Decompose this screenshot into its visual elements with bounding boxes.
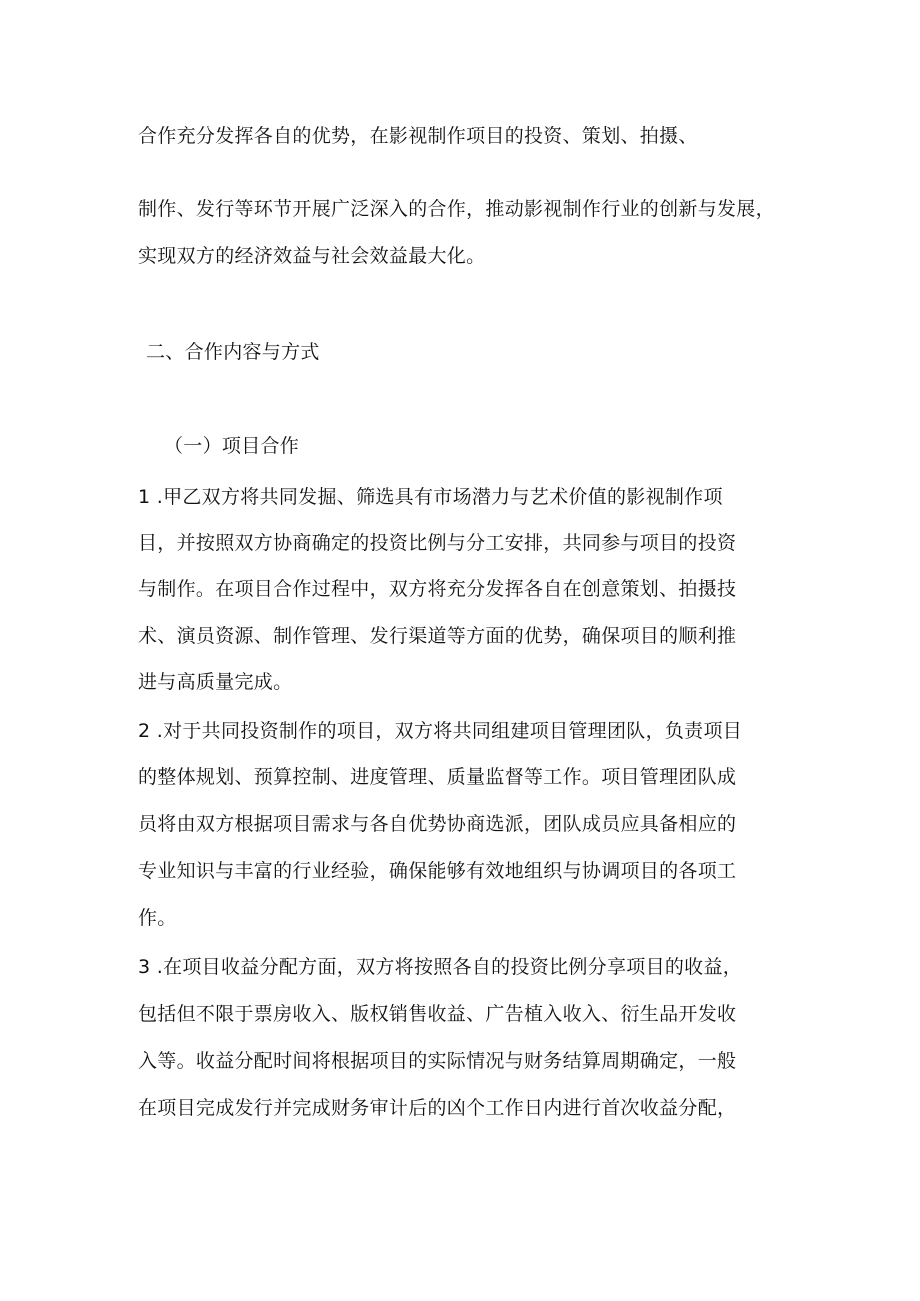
item-1-line-4: 术、演员资源、制作管理、发行渠道等方面的优势，确保项目的顺利推 xyxy=(138,625,737,647)
section-heading: 二、合作内容与方式 xyxy=(146,341,320,363)
item-2-line-2: 的整体规划、预算控制、进度管理、质量监督等工作。项目管理团队成 xyxy=(138,766,737,788)
item-2-line-5: 作。 xyxy=(138,907,177,929)
intro-line-2: 制作、发行等环节开展广泛深入的合作，推动影视制作行业的创新与发展， xyxy=(138,198,775,220)
item-3-line-2: 包括但不限于票房收入、版权销售收益、广告植入收入、衍生品开发收 xyxy=(138,1003,737,1025)
item-3-line-3: 入等。收益分配时间将根据项目的实际情况与财务结算周期确定，一般 xyxy=(138,1050,737,1072)
item-2-line-4: 专业知识与丰富的行业经验，确保能够有效地组织与协调项目的各项工 xyxy=(138,860,737,882)
subsection-heading: （一）项目合作 xyxy=(164,435,300,457)
item-1-line-2: 目，并按照双方协商确定的投资比例与分工安排，共同参与项目的投资 xyxy=(138,532,737,554)
intro-line-1: 合作充分发挥各自的优势，在影视制作项目的投资、策划、拍摄、 xyxy=(138,125,698,147)
item-2-line-1: 2 .对于共同投资制作的项目，双方将共同组建项目管理团队，负责项目 xyxy=(138,720,743,742)
item-2-line-3: 员将由双方根据项目需求与各自优势协商选派，团队成员应具备相应的 xyxy=(138,813,737,835)
item-1-line-3: 与制作。在项目合作过程中，双方将充分发挥各自在创意策划、拍摄技 xyxy=(138,578,737,600)
item-3-line-1: 3 .在项目收益分配方面，双方将按照各自的投资比例分享项目的收益， xyxy=(138,956,743,978)
item-3-line-4: 在项目完成发行并完成财务审计后的凶个工作日内进行首次收益分配， xyxy=(138,1097,737,1119)
item-1-line-5: 进与高质量完成。 xyxy=(138,671,293,693)
item-1-line-1: 1 .甲乙双方将共同发掘、筛选具有市场潜力与艺术价值的影视制作项 xyxy=(138,486,723,508)
intro-line-3: 实现双方的经济效益与社会效益最大化。 xyxy=(138,245,486,267)
